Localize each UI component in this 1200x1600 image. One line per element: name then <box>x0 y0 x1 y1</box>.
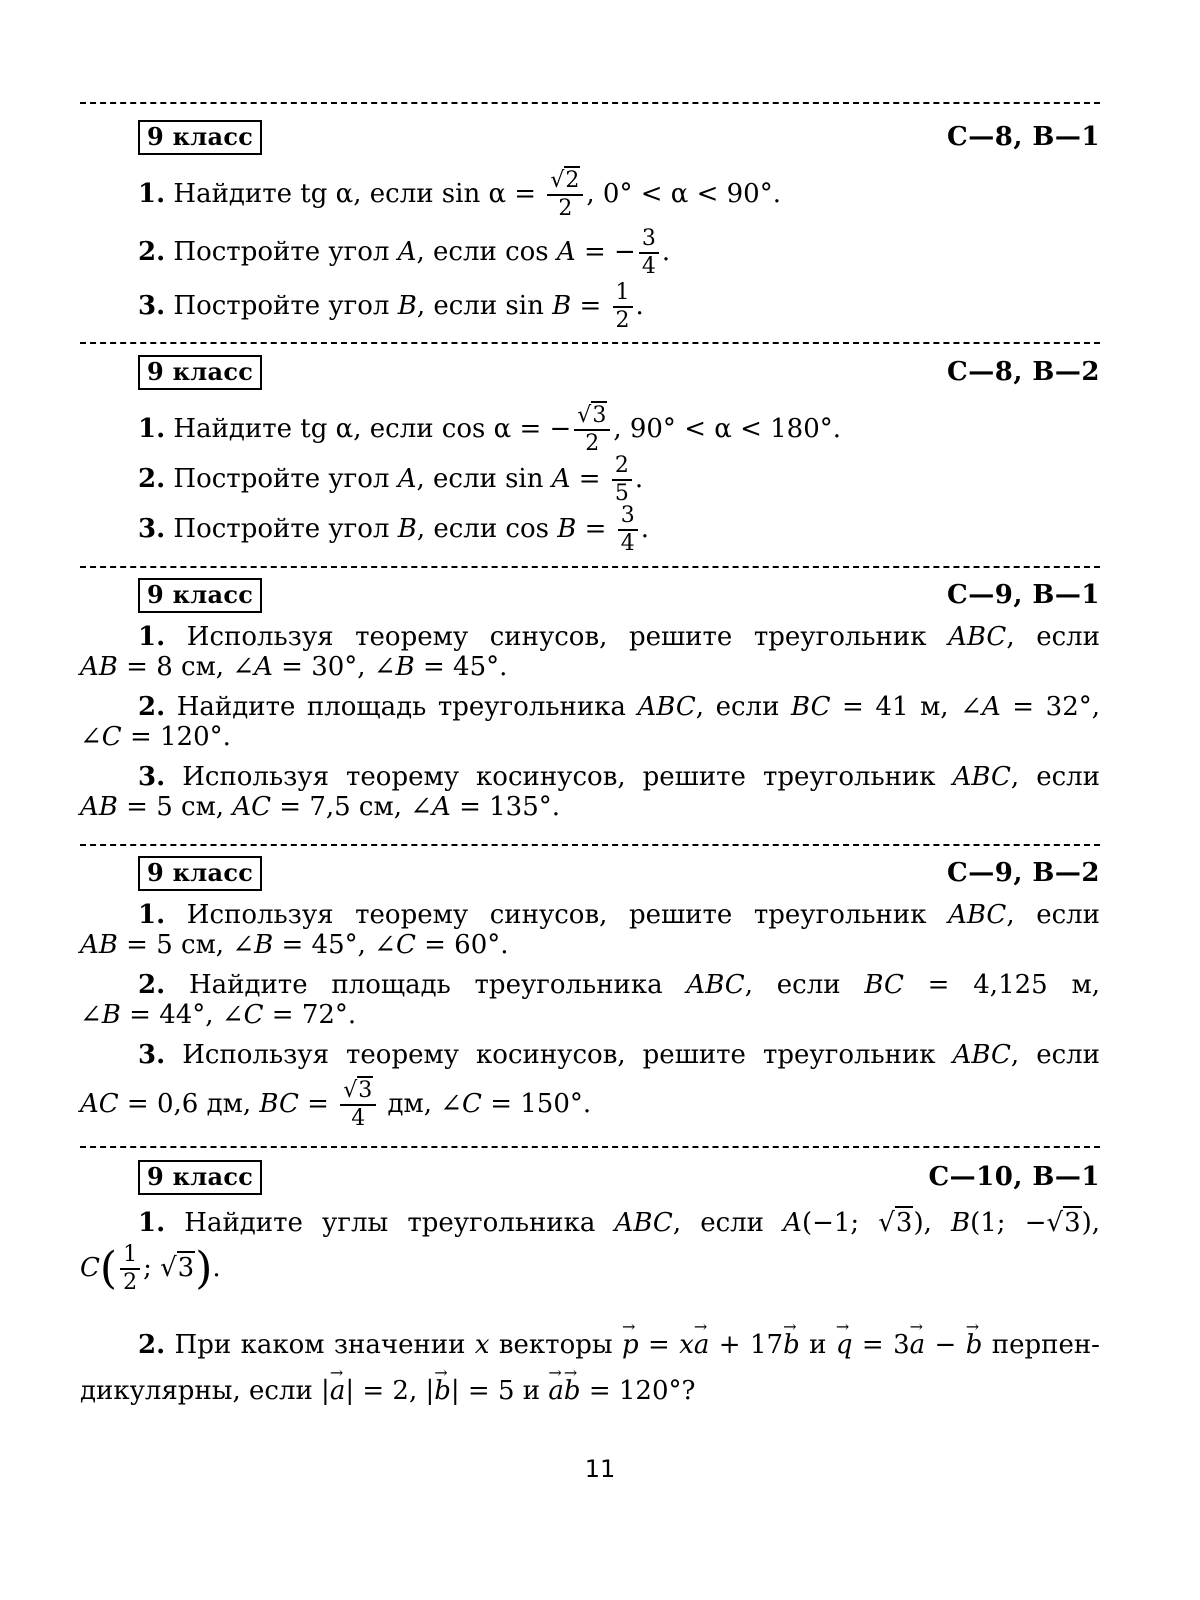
task-number: 3. <box>138 514 166 544</box>
task-number: 2. <box>138 970 166 1000</box>
variant-code: С—8, В—2 <box>947 357 1100 387</box>
task-3: 3. Используя теорему косинусов, решите треугольник ABC, если AC = 0,6 дм, BC = $\frac{√3}{4}$ дм, ∠C = 150°. <box>80 1040 1100 1131</box>
dashed-separator <box>80 102 1100 104</box>
task-number: 1. <box>138 900 166 930</box>
task-3: 3. Постройте угол B, если cos B = $\frac{3}{4}$ . <box>138 503 649 556</box>
task-number: 1. <box>138 622 166 652</box>
dashed-separator <box>80 844 1100 846</box>
fraction: $\frac{2}{5}$ <box>612 455 632 505</box>
task-1: 1. Найдите углы треугольника ABC, если A(−1; √3), B(1; −√3), C( $\frac{1}{2}$ ; √3). <box>80 1208 1101 1295</box>
task-number: 3. <box>138 762 166 792</box>
task-1: 1. Найдите tg α, если sin α = $\frac{√2}{2}$ , 0° < α < 90°. <box>138 168 781 221</box>
dashed-separator <box>80 566 1100 568</box>
grade-box: 9 класс <box>138 1160 262 1195</box>
variant-code: С—8, В—1 <box>947 122 1100 152</box>
task-2: 2. Найдите площадь треугольника ABC, если BC = 4,125 м, ∠B = 44°, ∠C = 72°. <box>80 970 1100 1030</box>
fraction: $\frac{1}{2}$ <box>120 1244 140 1294</box>
grade-box: 9 класс <box>138 856 262 891</box>
section-header <box>80 578 1100 618</box>
grade-box: 9 класс <box>138 120 262 155</box>
task-number: 2. <box>138 464 166 494</box>
variant-code: С—9, В—2 <box>947 858 1100 888</box>
task-2: 2. Найдите площадь треугольника ABC, если BC = 41 м, ∠A = 32°, ∠C = 120°. <box>80 692 1101 752</box>
task-number: 3. <box>138 1040 166 1070</box>
task-number: 1. <box>138 1208 166 1238</box>
fraction: $\frac{√2}{2}$ <box>547 170 583 220</box>
fraction: $\frac{3}{4}$ <box>639 228 659 278</box>
task-number: 1. <box>138 414 166 444</box>
section-header <box>80 1160 1100 1200</box>
task-1: 1. Найдите tg α, если cos α = − $\frac{√3}{2}$ , 90° < α < 180°. <box>138 403 842 456</box>
grade-box: 9 класс <box>138 578 262 613</box>
fraction: $\frac{√3}{4}$ <box>340 1080 376 1130</box>
task-2: 2. При каком значении x векторы → p = x→ a + 17→ b и → q = 3→ a − → b перпен- дикулярны, если |→ a| = 2, |→ b| = 5 и → a→ b = 120°? <box>80 1322 1100 1414</box>
task-number: 2. <box>138 692 166 722</box>
variant-code: С—10, В—1 <box>928 1162 1100 1192</box>
section-header <box>80 120 1100 160</box>
task-number: 1. <box>138 179 166 209</box>
task-3: 3. Постройте угол B, если sin B = $\frac{1}{2}$ . <box>138 280 644 333</box>
fraction: $\frac{√3}{2}$ <box>574 405 610 455</box>
dashed-separator <box>80 1146 1100 1148</box>
task-1: 1. Используя теорему синусов, решите треугольник ABC, если AB = 5 см, ∠B = 45°, ∠C = 60°. <box>80 900 1100 960</box>
task-2: 2. Постройте угол A, если cos A = − $\frac{3}{4}$ . <box>138 226 671 279</box>
section-header <box>80 856 1100 896</box>
grade-box: 9 класс <box>138 355 262 390</box>
variant-code: С—9, В—1 <box>947 580 1100 610</box>
task-number: 3. <box>138 291 166 321</box>
task-1: 1. Используя теорему синусов, решите треугольник ABC, если AB = 8 см, ∠A = 30°, ∠B = 45°. <box>80 622 1100 682</box>
page-number: 11 <box>584 1455 616 1483</box>
task-3: 3. Используя теорему косинусов, решите треугольник ABC, если AB = 5 см, AC = 7,5 см, ∠A = 135°. <box>80 762 1100 822</box>
section-header <box>80 355 1100 395</box>
task-number: 2. <box>138 237 166 267</box>
fraction: $\frac{1}{2}$ <box>613 282 633 332</box>
task-number: 2. <box>138 1330 166 1360</box>
task-2: 2. Постройте угол A, если sin A = $\frac{2}{5}$ . <box>138 453 644 506</box>
fraction: $\frac{3}{4}$ <box>618 505 638 555</box>
dashed-separator <box>80 342 1100 344</box>
